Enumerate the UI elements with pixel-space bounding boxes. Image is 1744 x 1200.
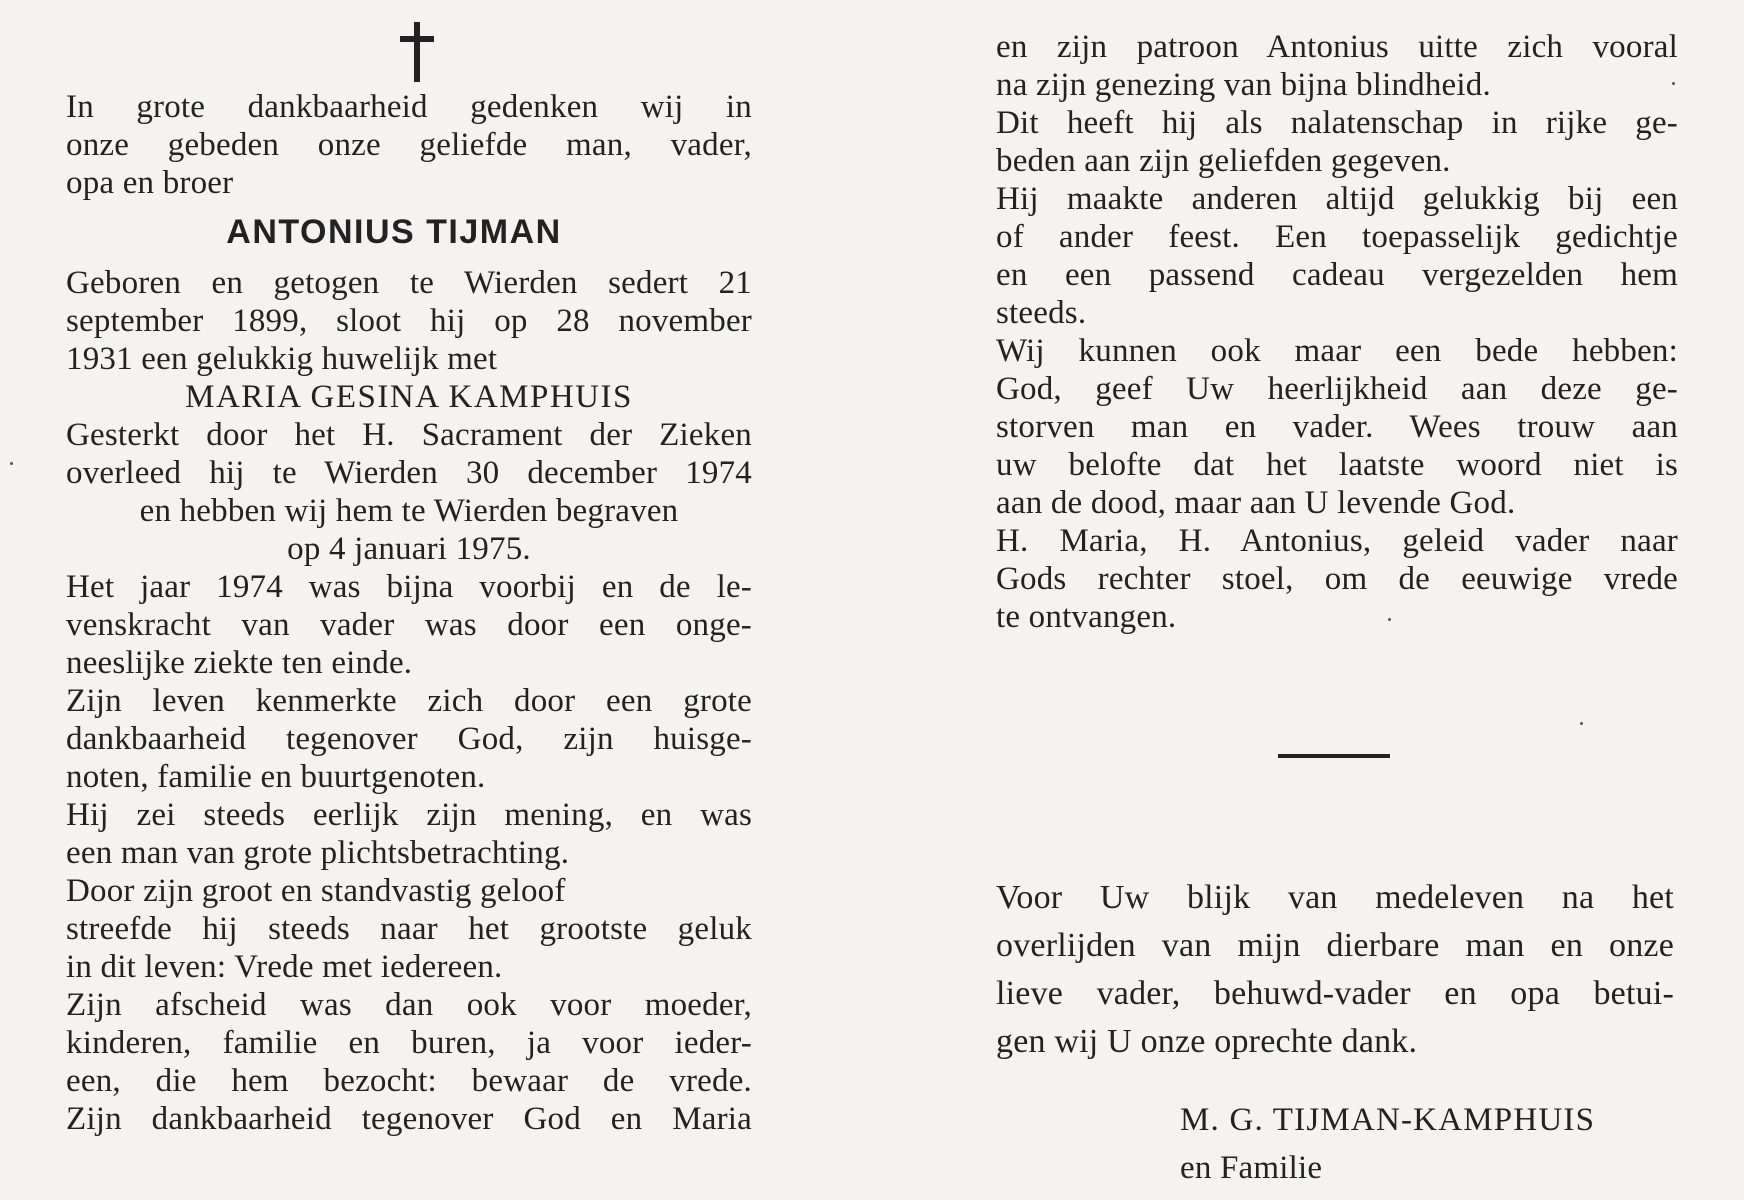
- body-line: storven man en vader. Wees trouw aan: [996, 409, 1678, 445]
- body-line: Hij maakte anderen altijd gelukkig bij een: [996, 181, 1678, 217]
- thanks-line: Voor Uw blijk van medeleven na het: [996, 879, 1674, 916]
- body-line: Dit heeft hij als nalatenschap in rijke ge-: [996, 105, 1678, 141]
- body-line: Zijn afscheid was dan ook voor moeder,: [66, 987, 752, 1023]
- intro-line: opa en broer: [66, 165, 234, 201]
- speck: [1672, 82, 1675, 85]
- body-line: H. Maria, H. Antonius, geleid vader naar: [996, 523, 1678, 559]
- speck: [1580, 722, 1583, 725]
- body-line: na zijn genezing van bijna blindheid.: [996, 67, 1491, 103]
- deceased-name: ANTONIUS TIJMAN: [226, 213, 562, 251]
- thanks-line: overlijden van mijn dierbare man en onze: [996, 927, 1674, 964]
- intro-line: In grote dankbaarheid gedenken wij in: [66, 89, 752, 125]
- body-line: Zijn leven kenmerkte zich door een grote: [66, 683, 752, 719]
- burial-line: en hebben wij hem te Wierden begraven: [139, 493, 679, 529]
- death-line: Gesterkt door het H. Sacrament der Zieken: [66, 417, 752, 453]
- body-line: Wij kunnen ook maar een bede hebben:: [996, 333, 1678, 369]
- body-line: venskracht van vader was door een onge-: [66, 607, 752, 643]
- birth-line: september 1899, sloot hij op 28 november: [66, 303, 752, 339]
- speck: [10, 462, 13, 465]
- thanks-line: gen wij U onze oprechte dank.: [996, 1023, 1418, 1060]
- spouse-name: MARIA GESINA KAMPHUIS: [185, 379, 633, 415]
- signature-block: [1180, 1096, 1595, 1192]
- body-line: kinderen, familie en buren, ja voor ieder-: [66, 1025, 752, 1061]
- birth-line: 1931 een gelukkig huwelijk met: [66, 341, 498, 377]
- body-line: streefde hij steeds naar het grootste geluk: [66, 911, 752, 947]
- body-line: Gods rechter stoel, om de eeuwige vrede: [996, 561, 1678, 597]
- body-line: Het jaar 1974 was bijna voorbij en de le-: [66, 569, 752, 605]
- thanks-block: [996, 874, 1674, 1066]
- body-line: uw belofte dat het laatste woord niet is: [996, 447, 1678, 483]
- cross-icon: [398, 22, 436, 82]
- signature-family: en Familie: [1180, 1150, 1323, 1186]
- body-line: aan de dood, maar aan U levende God.: [996, 485, 1516, 521]
- body-line: Zijn dankbaarheid tegenover God en Maria: [66, 1101, 752, 1137]
- signature-name: M. G. TIJMAN-KAMPHUIS: [1180, 1102, 1596, 1138]
- body-line: Hij zei steeds eerlijk zijn mening, en was: [66, 797, 752, 833]
- body-line: in dit leven: Vrede met iedereen.: [66, 949, 503, 985]
- body-line: of ander feest. Een toepasselijk gedichtje: [996, 219, 1678, 255]
- right-column: [996, 28, 1678, 636]
- body-line: neeslijke ziekte ten einde.: [66, 645, 413, 681]
- body-line: een man van grote plichtsbetrachting.: [66, 835, 570, 871]
- body-line: te ontvangen.: [996, 599, 1177, 635]
- body-line: steeds.: [996, 295, 1087, 331]
- death-line: overleed hij te Wierden 30 december 1974: [66, 455, 752, 491]
- body-line: beden aan zijn geliefden gegeven.: [996, 143, 1451, 179]
- body-line: noten, familie en buurtgenoten.: [66, 759, 486, 795]
- divider: [1278, 754, 1390, 758]
- speck: [1388, 618, 1391, 621]
- birth-line: Geboren en getogen te Wierden sedert 21: [66, 265, 752, 301]
- intro-line: onze gebeden onze geliefde man, vader,: [66, 127, 752, 163]
- thanks-line: lieve vader, behuwd-vader en opa betui-: [996, 975, 1674, 1012]
- body-line: Door zijn groot en standvastig geloof: [66, 873, 566, 909]
- body-line: en een passend cadeau vergezelden hem: [996, 257, 1678, 293]
- body-line: dankbaarheid tegenover God, zijn huisge-: [66, 721, 752, 757]
- burial-line: op 4 januari 1975.: [287, 531, 531, 567]
- body-line: en zijn patroon Antonius uitte zich vooral: [996, 29, 1678, 65]
- body-line: een, die hem bezocht: bewaar de vrede.: [66, 1063, 752, 1099]
- left-column: [66, 88, 752, 1138]
- body-line: God, geef Uw heerlijkheid aan deze ge-: [996, 371, 1678, 407]
